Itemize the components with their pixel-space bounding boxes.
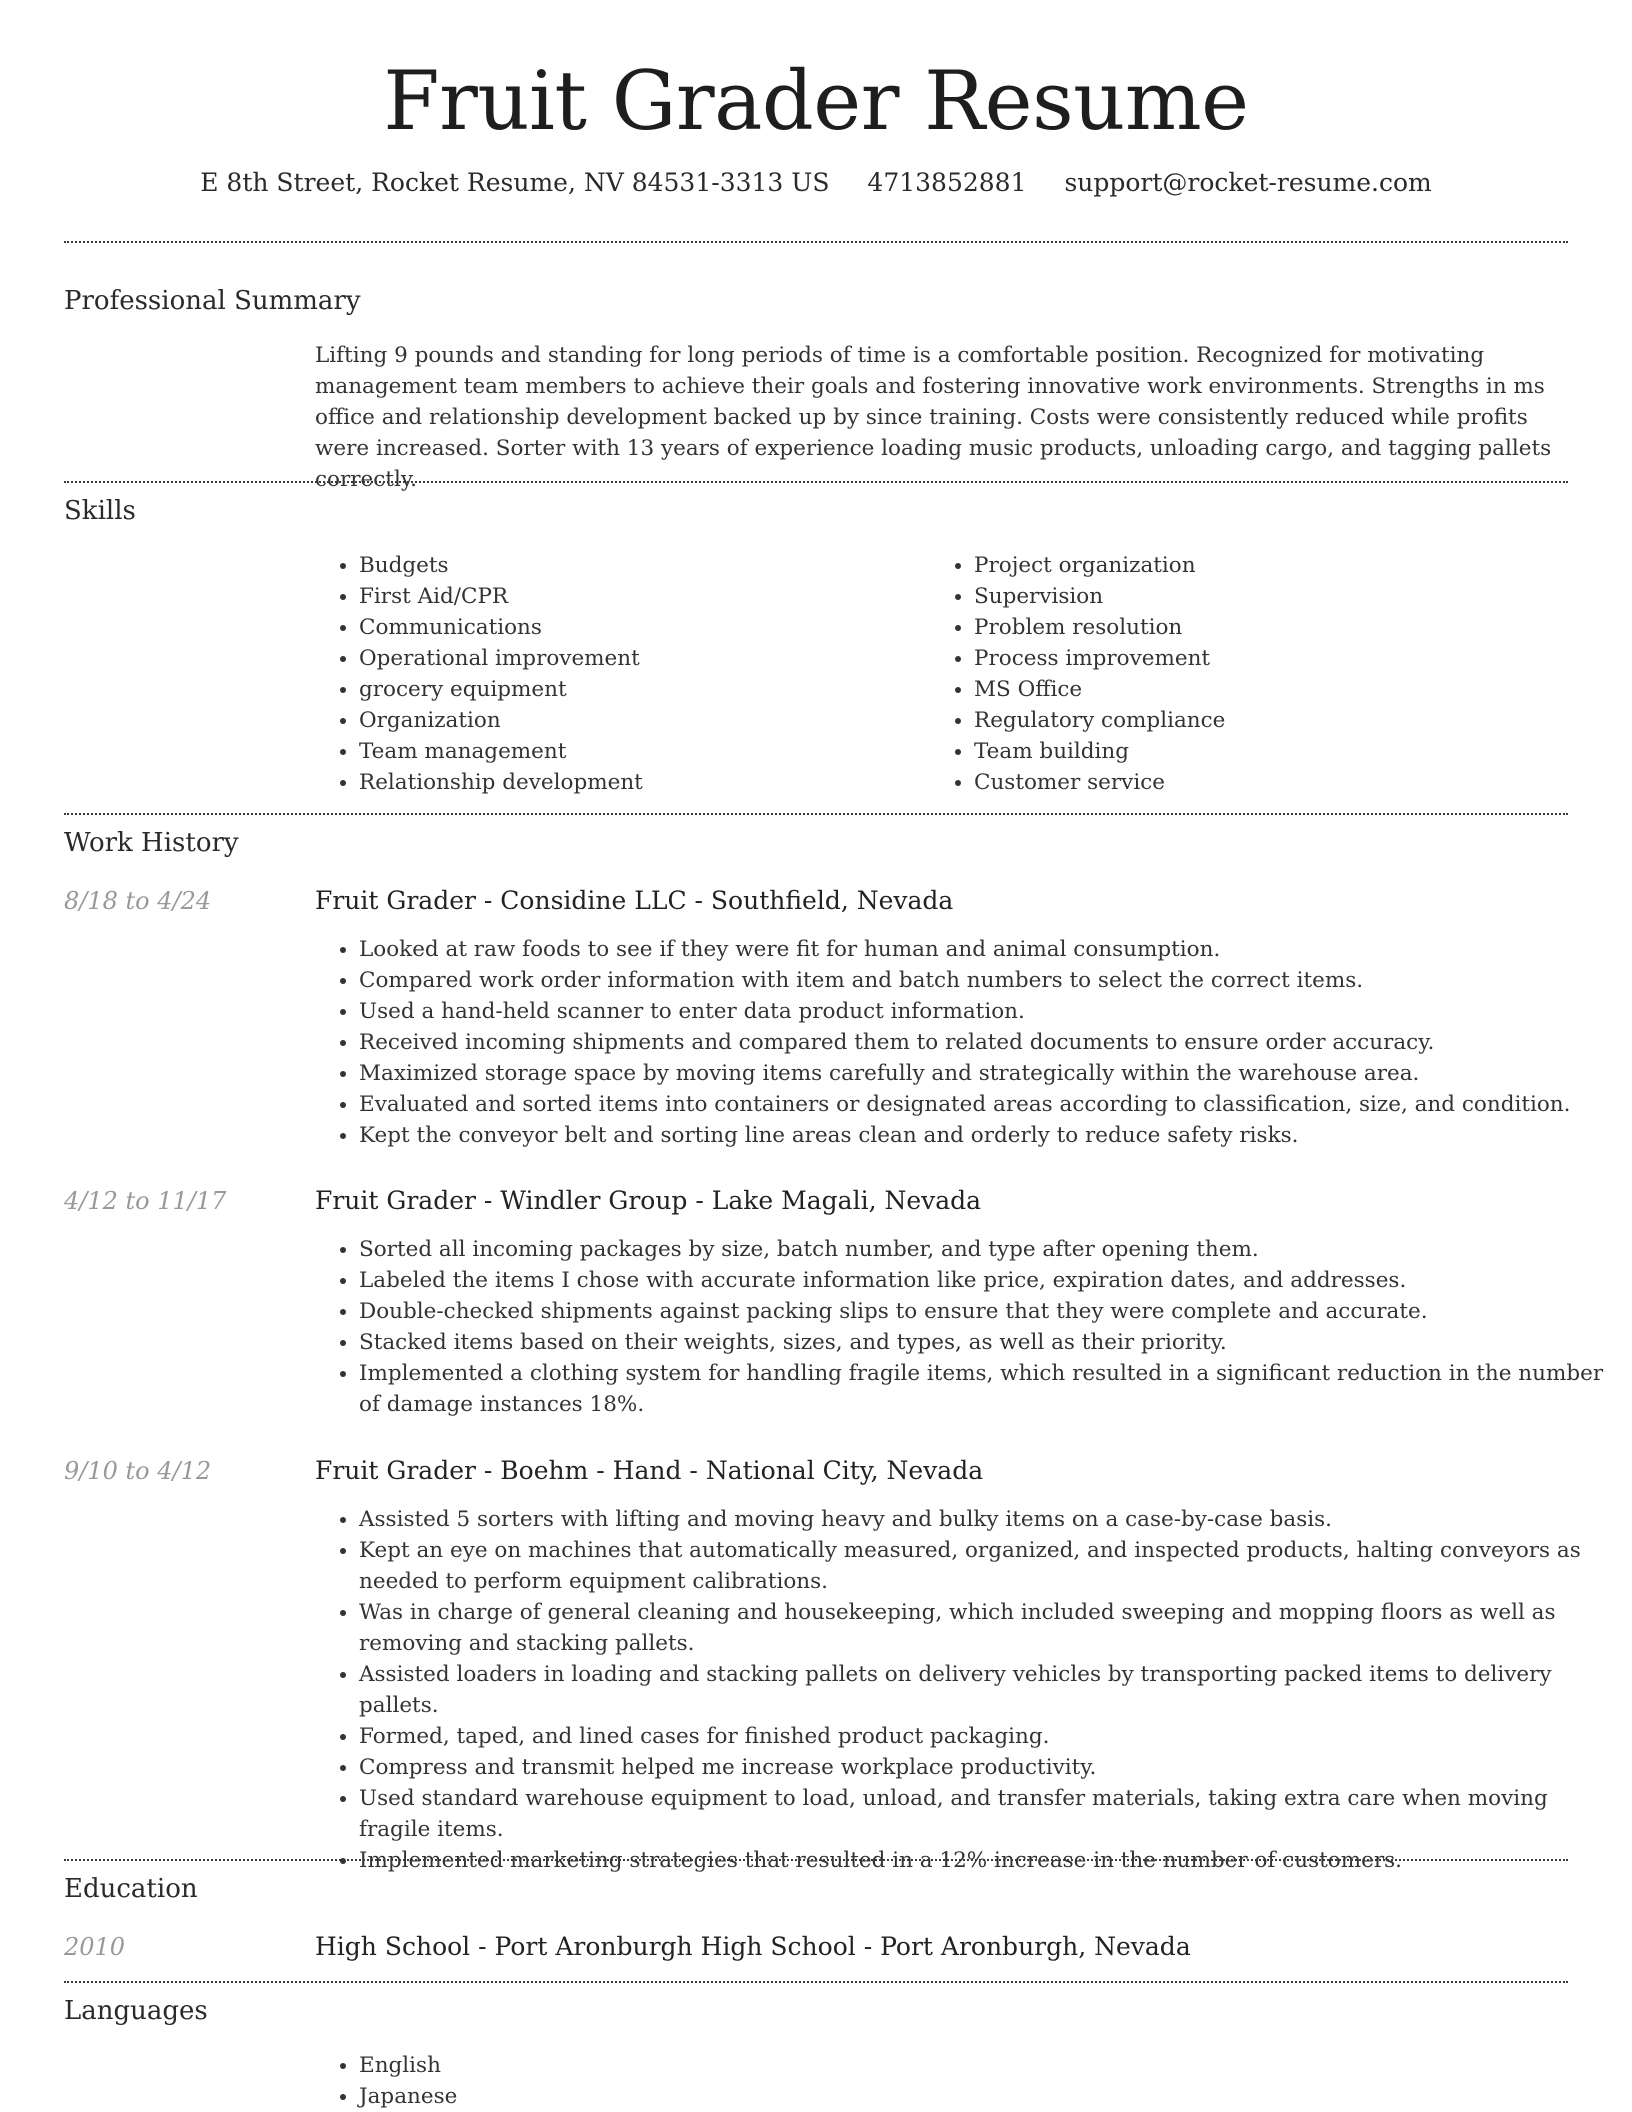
section-divider: [64, 241, 1568, 243]
job-bullet: • Sorted all incoming packages by size, batch number, and type after opening them.: [359, 1234, 1612, 1265]
skill-item: • Operational improvement: [359, 643, 929, 674]
skill-item: • Organization: [359, 705, 929, 736]
job-bullet: • Maximized storage space by moving items carefully and strategically within the warehouse area.: [359, 1058, 1612, 1089]
skill-item: • Problem resolution: [974, 612, 1574, 643]
skills-list-right: [930, 550, 1574, 798]
contact-phone: 4713852881: [867, 168, 1027, 197]
section-divider: [64, 1981, 1568, 1983]
job-bullet: • Kept an eye on machines that automatically measured, organized, and inspected products, halting conveyors as needed to perform equipment calibrations.: [359, 1535, 1612, 1597]
summary-heading: Professional Summary: [64, 286, 361, 316]
skill-item: • Team management: [359, 736, 929, 767]
job-bullet: • Looked at raw foods to see if they were fit for human and animal consumption.: [359, 934, 1612, 965]
skill-item: • Process improvement: [974, 643, 1574, 674]
job-bullet: • Labeled the items I chose with accurate information like price, expiration dates, and addresses.: [359, 1265, 1612, 1296]
job-bullet: • Received incoming shipments and compared them to related documents to ensure order accuracy.: [359, 1027, 1612, 1058]
education-entry: High School - Port Aronburgh High School - Port Aronburgh, Nevada: [315, 1932, 1191, 1961]
summary-text: Lifting 9 pounds and standing for long periods of time is a comfortable position. Recognized for motivating management team members to achieve their goals and fostering innovative work environments. Strengths in ms office and relationship development backed up by since training. Costs were consistently reduced while profits were increased. Sorter with 13 years of experience loading music products, unloading cargo, and tagging pallets correctly.: [315, 343, 1552, 492]
skill-item: • Customer service: [974, 767, 1574, 798]
work-heading: Work History: [64, 828, 239, 858]
job-title: Fruit Grader - Considine LLC - Southfield, Nevada: [315, 886, 954, 915]
section-divider: [64, 813, 1568, 815]
job-bullet: • Implemented a clothing system for handling fragile items, which resulted in a significant reduction in the number of damage instances 18%.: [359, 1358, 1612, 1420]
job-bullet: • Assisted loaders in loading and stacking pallets on delivery vehicles by transporting packed items to delivery pallets.: [359, 1659, 1612, 1721]
section-divider: [64, 481, 1568, 483]
job-title: Fruit Grader - Boehm - Hand - National City, Nevada: [315, 1456, 984, 1485]
skill-item: • Regulatory compliance: [974, 705, 1574, 736]
skills-heading: Skills: [64, 496, 136, 526]
education-year: 2010: [64, 1933, 126, 1961]
job-bullet: • Assisted 5 sorters with lifting and moving heavy and bulky items on a case-by-case basis.: [359, 1504, 1612, 1535]
job-bullet: • Kept the conveyor belt and sorting line areas clean and orderly to reduce safety risks.: [359, 1120, 1612, 1151]
languages-heading: Languages: [64, 1996, 208, 2026]
job-dates: 8/18 to 4/24: [64, 887, 212, 915]
job-bullet: • Stacked items based on their weights, sizes, and types, as well as their priority.: [359, 1327, 1612, 1358]
job-bullet: • Implemented marketing strategies that resulted in a 12% increase in the number of customers.: [359, 1845, 1612, 1876]
job-bullet: • Compress and transmit helped me increase workplace productivity.: [359, 1752, 1612, 1783]
skills-list-left: [315, 550, 929, 798]
skill-item: • grocery equipment: [359, 674, 929, 705]
resume-title: Fruit Grader Resume: [383, 55, 1249, 149]
skill-item: • MS Office: [974, 674, 1574, 705]
job-bullet: • Evaluated and sorted items into containers or designated areas according to classification, size, and condition.: [359, 1089, 1612, 1120]
job-dates: 4/12 to 11/17: [64, 1187, 227, 1215]
language-item: • English: [359, 2050, 959, 2081]
skill-item: • First Aid/CPR: [359, 581, 929, 612]
job-bullet: • Formed, taped, and lined cases for finished product packaging.: [359, 1721, 1612, 1752]
contact-line: [64, 166, 1568, 200]
languages-list: [315, 2050, 959, 2112]
skill-item: • Budgets: [359, 550, 929, 581]
job-bullet: • Was in charge of general cleaning and housekeeping, which included sweeping and mopping floors as well as removing and stacking pallets.: [359, 1597, 1612, 1659]
section-divider: [64, 1859, 1568, 1861]
job-bullet: • Used standard warehouse equipment to load, unload, and transfer materials, taking extra care when moving fragile items.: [359, 1783, 1612, 1845]
skill-item: • Communications: [359, 612, 929, 643]
job-bullet: • Compared work order information with item and batch numbers to select the correct items.: [359, 965, 1612, 996]
skill-item: • Project organization: [974, 550, 1574, 581]
education-heading: Education: [64, 1874, 198, 1904]
contact-email: support@rocket-resume.com: [1064, 168, 1432, 197]
job-bullets: [315, 934, 1612, 1151]
skill-item: • Supervision: [974, 581, 1574, 612]
job-bullets: [315, 1504, 1612, 1876]
skill-item: • Team building: [974, 736, 1574, 767]
job-title: Fruit Grader - Windler Group - Lake Magali, Nevada: [315, 1186, 982, 1215]
job-bullet: • Double-checked shipments against packing slips to ensure that they were complete and accurate.: [359, 1296, 1612, 1327]
job-dates: 9/10 to 4/12: [64, 1457, 212, 1485]
job-bullets: [315, 1234, 1612, 1420]
language-item: • Japanese: [359, 2081, 959, 2112]
job-bullet: • Used a hand-held scanner to enter data product information.: [359, 996, 1612, 1027]
skill-item: • Relationship development: [359, 767, 929, 798]
contact-address: E 8th Street, Rocket Resume, NV 84531-3313 US: [200, 168, 830, 197]
